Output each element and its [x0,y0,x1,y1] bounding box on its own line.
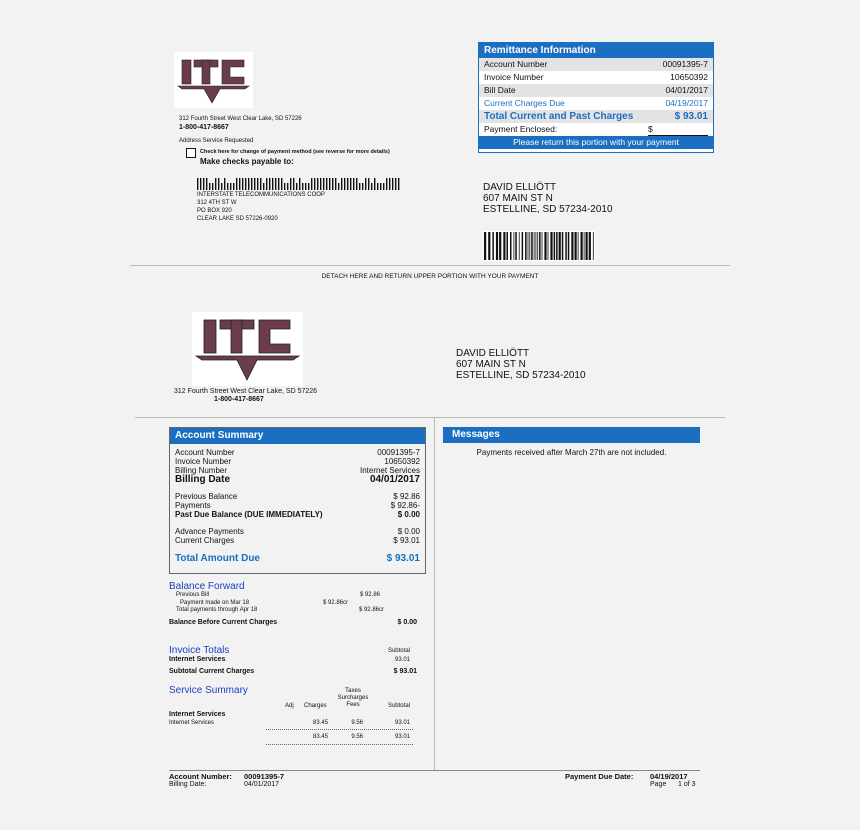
bf-prev-label: Previous Bill [176,592,210,598]
payment-change-note: Check here for change of payment method (see reverse for more details) [200,149,390,155]
ss-bottom-rule [266,744,413,745]
bf-total-payments-value: $ 92.86cr [358,607,384,613]
ss-total-taxes: 9.56 [351,734,363,740]
remit-row-due: Current Charges Due 04/19/2017 [484,98,708,108]
payable-line-2: 312 4TH ST W [197,200,237,206]
invoice-totals-title: Invoice Totals [169,645,230,656]
postal-barcode [197,177,403,189]
detach-line [130,265,730,266]
account-summary-title: Account Summary [170,428,425,444]
remit-row-account: Account Number 00091395-7 [479,58,713,71]
address-service-text: Address Service Requested [179,138,254,144]
ss-header-charges: Charges [304,703,327,709]
remit-row-total: Total Current and Past Charges $ 93.01 [479,110,713,123]
customer-street-2: 607 MAIN ST N [456,359,526,370]
service-summary-title: Service Summary [169,685,248,696]
account-summary-box [169,427,426,574]
footer-billing-label: Billing Date: [169,781,207,788]
payable-line-1: INTERSTATE TELECOMMUNICATIONS COOP [197,192,325,198]
company-phone: 1-800-417-8667 [179,124,229,131]
payment-enclosed-field[interactable]: $ [648,123,708,136]
messages-title: Messages [443,427,700,443]
section-divider-v [434,417,435,770]
customer-city: ESTELLINE, SD 57234-2010 [483,204,613,215]
ss-header-taxes: Taxes Surcharges Fees [337,688,369,708]
ss-row-subtotal: 93.01 [394,720,410,726]
as-date: Billing Date 04/01/2017 [175,474,420,485]
footer-rule [169,770,700,771]
remit-row-enclosed: Payment Enclosed: $ [479,123,713,136]
footer-page-value: 1 of 3 [678,781,696,788]
remittance-title: Remittance Information [479,43,713,58]
ss-row-charges: 83.45 [312,720,328,726]
ss-total-subtotal: 93.01 [394,734,410,740]
as-prev: Previous Balance $ 92.86 [175,492,420,501]
customer-street: 607 MAIN ST N [483,193,553,204]
customer-address-top [483,182,613,215]
remittance-footer: Please return this portion with your payment [479,136,713,149]
bf-payment-label: Payment made on Mar 18 [180,600,250,606]
remit-row-invoice: Invoice Number 10650392 [484,72,708,82]
bf-before-value: $ 0.00 [397,619,417,626]
it-internet-value: 93.01 [394,657,410,663]
as-total: Total Amount Due $ 93.01 [175,553,420,564]
it-subtotal-header: Subtotal [387,648,410,654]
messages-box [443,427,700,457]
company-logo-top [174,52,253,108]
company-address: 312 Fourth Street West Clear Lake, SD 57226 [179,116,302,122]
ss-row-taxes: 9.56 [351,720,363,726]
company-logo-bottom [192,312,303,386]
as-pastdue: Past Due Balance (DUE IMMEDIATELY) $ 0.00 [175,510,420,519]
messages-text: Payments received after March 27th are not included. [476,448,667,457]
remittance-box [478,42,714,153]
customer-address-bottom [456,348,586,381]
it-subtotal-label: Subtotal Current Charges [169,668,255,675]
ss-group-label: Internet Services [169,711,226,718]
customer-name-2: DAVID ELLIÖTT [456,348,530,359]
ss-total-charges: 83.45 [312,734,328,740]
as-invoice: Invoice Number 10650392 [175,457,420,466]
customer-city-2: ESTELLINE, SD 57234-2010 [456,370,586,381]
payable-line-3: PO BOX 920 [197,208,232,214]
it-subtotal-value: $ 93.01 [393,668,417,675]
detach-text: DETACH HERE AND RETURN UPPER PORTION WITH YOUR PAYMENT [321,273,539,280]
section-divider-h [135,417,725,418]
payment-change-checkbox[interactable] [186,148,196,158]
bf-before-label: Balance Before Current Charges [169,619,278,626]
footer-account-label: Account Number: [169,772,232,781]
balance-forward-title: Balance Forward [169,581,245,592]
footer-billing-value: 04/01/2017 [244,781,280,788]
it-internet-label: Internet Services [169,656,226,663]
as-payments: Payments $ 92.86- [175,501,420,510]
remit-row-bill-date: Bill Date 04/01/2017 [479,84,713,97]
ss-row-label: Internet Services [169,720,215,726]
bf-payment-value: $ 92.86cr [322,600,348,606]
as-advance: Advance Payments $ 0.00 [175,527,420,536]
company-address-2: 312 Fourth Street West Clear Lake, SD 57226 [174,388,318,395]
as-current: Current Charges $ 93.01 [175,536,420,545]
payable-line-4: CLEAR LAKE SD 57226-0920 [197,216,278,222]
remittance-barcode [483,231,595,261]
ss-header-adj: Adj [285,703,294,709]
footer-page-label: Page [650,781,667,788]
footer-due-value: 04/19/2017 [650,772,688,781]
bf-prev-value: $ 92.86 [359,592,380,598]
footer-due-label: Payment Due Date: [565,772,634,781]
footer-account-value: 00091395-7 [244,772,285,781]
payable-heading: Make checks payable to: [200,157,294,166]
ss-header-subtotal: Subtotal [387,703,410,709]
ss-total-rule [266,729,413,730]
customer-name: DAVID ELLIÖTT [483,182,557,193]
company-phone-2: 1-800-417-8667 [214,396,264,403]
as-account: Account Number 00091395-7 [175,448,420,457]
bf-total-payments-label: Total payments through Apr 18 [176,607,258,613]
as-billing: Billing Number Internet Services [175,466,420,475]
